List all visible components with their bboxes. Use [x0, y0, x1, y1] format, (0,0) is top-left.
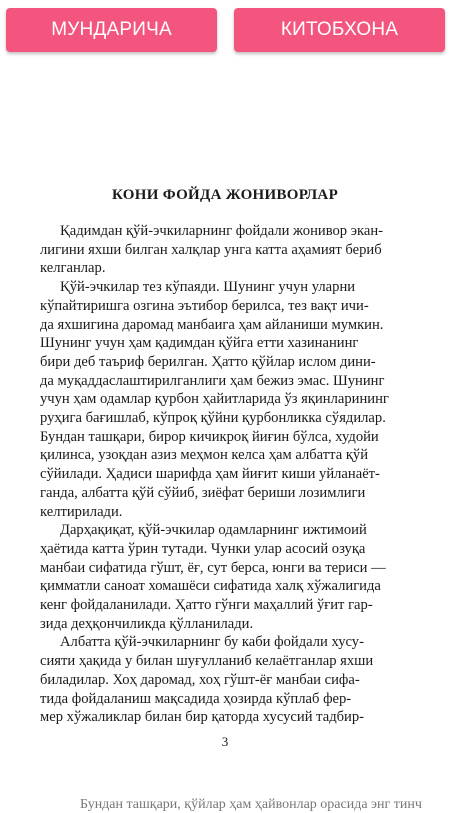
text-line: учун ҳам одамлар қурбон ҳайитларида ўз яқинларининг — [40, 391, 389, 408]
text-line: қимматли саноат хомашёси сифатида халқ хўжалигида — [40, 578, 381, 595]
paragraph — [40, 222, 434, 278]
text-line: бири деб таъриф берилган. Ҳатто қўйлар ислом дини- — [40, 353, 376, 370]
text-line: лигини яхши билган халқлар унга катта аҳамият бериб — [40, 241, 382, 258]
contents-button[interactable]: МУНДАРИЧА — [6, 8, 217, 52]
text-line: Қўй-эчкилар тез кўпаяди. Шунинг учун уларни — [60, 279, 356, 296]
text-line: Бундан ташқари, бирор кичикроқ йиғин бўлса, худойи — [40, 428, 379, 445]
text-line: мер хўжаликлар билан бир қаторда хусусий тадбир- — [40, 709, 365, 726]
text-line: да муқаддаслаштирилганлиги ҳам бежиз эмас. Шунинг — [40, 372, 385, 389]
text-line: тида фойдаланиш мақсадида ҳозирда кўплаб фер- — [40, 690, 352, 707]
paragraph — [40, 278, 434, 521]
paragraph — [40, 633, 434, 727]
text-line: биладилар. Хоҳ даромад, хоҳ гўшт-ёғ манбаи сифа- — [40, 671, 360, 688]
library-button[interactable]: КИТОБХОНА — [234, 8, 445, 52]
text-line: ганда, албатта қўй сўйиб, зиёфат бериши лозимлиги — [40, 484, 366, 501]
top-bar — [0, 0, 450, 60]
text-line: кенг фойдаланилади. Ҳатто гўнги маҳаллий ўғит гар- — [40, 597, 373, 614]
text-line: зида деҳқончиликда қўлланилади. — [40, 615, 254, 632]
text-line: Қадимдан қўй-эчкиларнинг фойдали жонивор экан- — [60, 223, 384, 239]
text-line: манбаи сифатида гўшт, ёғ, сут берса, юнги ва териси — — [40, 559, 386, 576]
text-line: сўйилади. Ҳадиси шарифда ҳам йиғит киши уйланаёт- — [40, 466, 380, 483]
text-line: келганлар. — [40, 260, 106, 277]
page-title: КОНИ ФОЙДА ЖОНИВОРЛАР — [111, 187, 339, 203]
text-line: Дарҳақиқат, қўй-эчкилар одамларнинг ижтимоий — [60, 522, 367, 539]
text-line: келтирилади. — [40, 503, 123, 520]
document-body — [40, 222, 434, 727]
paragraph — [40, 521, 434, 633]
text-line: да яхшигина даромад манбаига ҳам айланиши мумкин. — [40, 316, 384, 333]
text-line: Шунинг учун ҳам қадимдан қўйга етти хазинанинг — [40, 335, 359, 352]
next-page-fragment: Бундан ташқари, қўйлар ҳам ҳайвонлар орасида энг тинч — [80, 797, 422, 812]
text-line: қилинса, узоқдан азиз меҳмон келса ҳам албатта қўй — [40, 447, 369, 464]
text-line: ҳаётида катта ўрин тутади. Чунки улар асосий озуқа — [40, 540, 366, 557]
text-line: сияти ҳақида у билан шуғулланиб келаётганлар яхши — [40, 653, 374, 670]
text-line: Албатта қўй-эчкиларнинг бу каби фойдали хусу- — [60, 634, 364, 651]
page-number: 3 — [221, 734, 229, 749]
text-line: руҳига бағишлаб, кўпроқ қўйни қурбонликка сўядилар. — [40, 410, 386, 427]
text-line: кўпайтиришга озгина эътибор берилса, тез вақт ичи- — [40, 297, 369, 314]
document-page — [0, 60, 450, 812]
